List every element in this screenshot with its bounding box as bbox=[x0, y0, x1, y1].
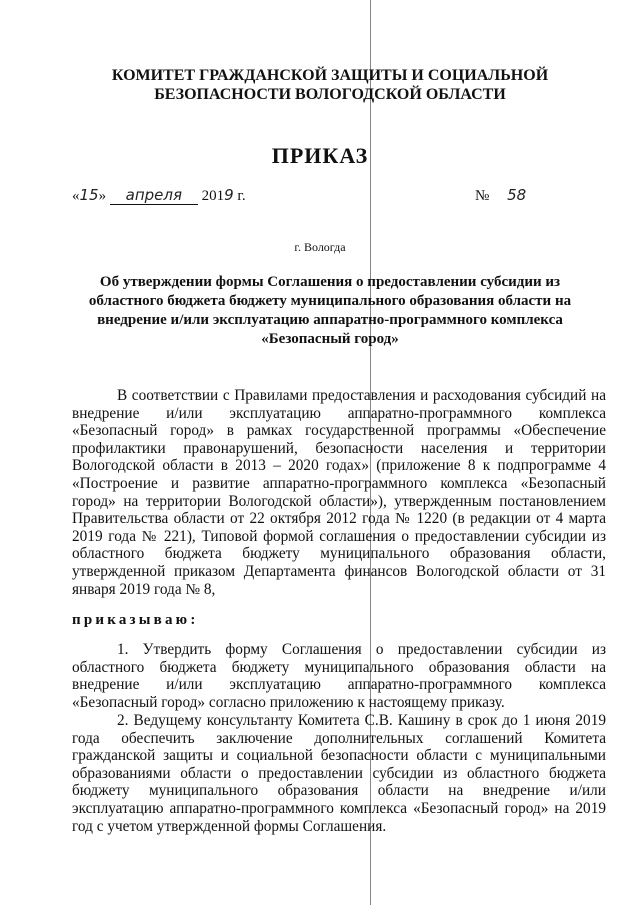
order-title bbox=[80, 273, 580, 349]
item-1-line: 1. Утвердить форму Соглашения о предоставлении субсидии из bbox=[117, 641, 606, 658]
item-1-line: внедрение и/или эксплуатацию аппаратно-программного комплекса bbox=[72, 676, 606, 694]
title-line-3: внедрение и/или эксплуатацию аппаратно-программного комплекса bbox=[97, 312, 563, 328]
preamble-line: «Построение и развитие аппаратно-программного комплекса «Безопасный bbox=[72, 474, 606, 492]
city: г. Вологда bbox=[294, 240, 346, 254]
preamble-paragraph bbox=[72, 387, 606, 598]
item-2-line: эксплуатацию аппаратно-программного комплекса «Безопасный город» на 2019 bbox=[72, 799, 606, 817]
document-type: ПРИКАЗ bbox=[271, 143, 369, 168]
preamble-line: областного бюджета бюджету муниципального образования области, bbox=[72, 545, 606, 563]
item-2-line: бюджету муниципального образования области на внедрение и/или bbox=[72, 782, 606, 800]
organization-header bbox=[70, 66, 590, 104]
preamble-line: Правительства области от 22 октября 2012 года № 1220 (в редакции от 4 марта bbox=[72, 510, 606, 528]
date-month: апреля bbox=[110, 186, 198, 205]
order-date bbox=[72, 186, 246, 205]
preamble-line: профилактики правонарушений, безопасности населения и территории bbox=[72, 439, 606, 457]
item-1-line: «Безопасный город» согласно приложению к настоящему приказу. bbox=[72, 693, 505, 711]
date-day: 15 bbox=[79, 186, 99, 204]
title-line-4: «Безопасный город» bbox=[261, 331, 399, 347]
title-line-2: областного бюджета бюджету муниципального образования области на bbox=[88, 293, 572, 309]
preamble-line: внедрение и/или эксплуатацию аппаратно-программного комплекса bbox=[72, 404, 606, 422]
date-year-suffix: 9 bbox=[224, 186, 234, 204]
item-2-line: гражданской защиты и социальной безопасности области с муниципальными bbox=[72, 747, 606, 765]
order-word: приказываю: bbox=[72, 612, 199, 628]
item-2-line: год с учетом утвержденной формы Соглашения. bbox=[72, 817, 387, 835]
preamble-line: «Безопасный город» в рамках государственной программы «Обеспечение bbox=[72, 422, 606, 440]
item-2-line: образованиями области о предоставлении субсидии из областного бюджета bbox=[72, 764, 606, 782]
item-1 bbox=[72, 641, 606, 711]
date-open-quote: « bbox=[72, 188, 80, 204]
header-line-1: КОМИТЕТ ГРАЖДАНСКОЙ ЗАЩИТЫ И СОЦИАЛЬНОЙ bbox=[111, 67, 549, 84]
preamble-line: утвержденной приказом Департамента финансов Вологодской области от 31 bbox=[72, 562, 606, 580]
preamble-line: город» на территории Вологодской области»), утвержденным постановлением bbox=[72, 492, 606, 510]
preamble-line: Вологодской области в 2013 – 2020 годах» (приложение 8 к подпрограмме 4 bbox=[72, 457, 606, 475]
date-year-unit: г. bbox=[237, 188, 246, 204]
order-number bbox=[475, 186, 526, 205]
item-2-line: года обеспечить заключение дополнительных соглашений Комитета bbox=[72, 729, 606, 747]
preamble-line: января 2019 года № 8, bbox=[72, 580, 216, 598]
date-year-prefix: 201 bbox=[201, 188, 225, 204]
number-value: 58 bbox=[507, 186, 527, 204]
date-close-quote: » bbox=[98, 188, 107, 204]
item-2 bbox=[72, 712, 606, 835]
item-2-line: 2. Ведущему консультанту Комитета С.В. Кашину в срок до 1 июня 2019 bbox=[117, 712, 606, 729]
preamble-line: В соответствии с Правилами предоставления и расходования субсидий на bbox=[117, 387, 606, 404]
number-label: № bbox=[475, 188, 490, 204]
item-1-line: областного бюджета бюджету муниципального образования области на bbox=[72, 658, 606, 676]
title-line-1: Об утверждении формы Соглашения о предоставлении субсидии из bbox=[99, 274, 561, 290]
preamble-line: 2019 года № 221), Типовой формой соглашения о предоставлении субсидии из bbox=[72, 527, 606, 545]
header-line-2: БЕЗОПАСНОСТИ ВОЛОГОДСКОЙ ОБЛАСТИ bbox=[154, 86, 506, 103]
